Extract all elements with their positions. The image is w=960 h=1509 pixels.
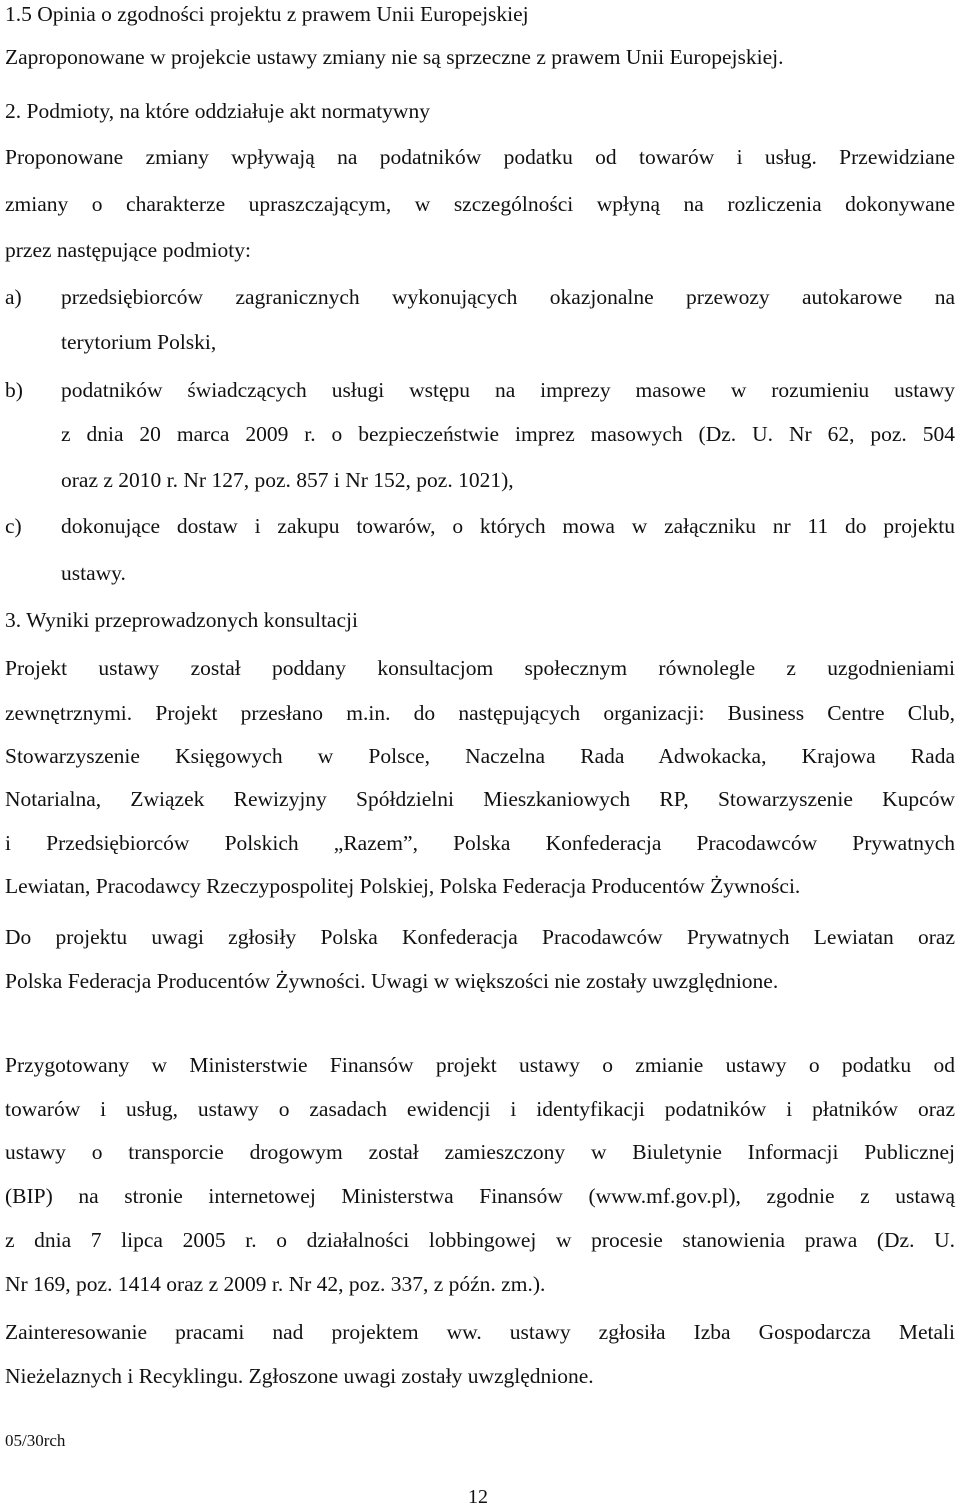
paragraph-line: Do projektu uwagi zgłosiły Polska Konfederacja Pracodawców Prywatnych Lewiatan oraz [5, 925, 955, 949]
paragraph-line: i Przedsiębiorców Polskich „Razem”, Polska Konfederacja Pracodawców Prywatnych [5, 831, 955, 855]
list-item-label: b) [5, 378, 23, 402]
section-1-5-body: Zaproponowane w projekcie ustawy zmiany nie są sprzeczne z prawem Unii Europejskiej. [5, 45, 784, 69]
section-2-paragraph-line: zmiany o charakterze upraszczającym, w szczególności wpłyną na rozliczenia dokonywane [5, 192, 955, 216]
list-item-line: przedsiębiorców zagranicznych wykonujących okazjonalne przewozy autokarowe na [61, 285, 955, 309]
section-2-heading: 2. Podmioty, na które oddziałuje akt normatywny [5, 99, 430, 123]
paragraph-line: Projekt ustawy został poddany konsultacjom społecznym równolegle z uzgodnieniami [5, 656, 955, 680]
paragraph-line: Zainteresowanie pracami nad projektem ww. ustawy zgłosiła Izba Gospodarcza Metali [5, 1320, 955, 1344]
list-item-line: z dnia 20 marca 2009 r. o bezpieczeństwie imprez masowych (Dz. U. Nr 62, poz. 504 [61, 422, 955, 446]
paragraph-line: Notarialna, Związek Rewizyjny Spółdzielni Mieszkaniowych RP, Stowarzyszenie Kupców [5, 787, 955, 811]
paragraph-line: Polska Federacja Producentów Żywności. Uwagi w większości nie zostały uwzględnione. [5, 969, 779, 993]
paragraph-line: zewnętrznymi. Projekt przesłano m.in. do następujących organizacji: Business Centre Club, [5, 701, 955, 725]
paragraph-line: towarów i usług, ustawy o zasadach ewidencji i identyfikacji podatników i płatników oraz [5, 1097, 955, 1121]
section-2-paragraph-line: Proponowane zmiany wpływają na podatników podatku od towarów i usług. Przewidziane [5, 145, 955, 169]
paragraph-line: Stowarzyszenie Księgowych w Polsce, Naczelna Rada Adwokacka, Krajowa Rada [5, 744, 955, 768]
paragraph-line: (BIP) na stronie internetowej Ministerstwa Finansów (www.mf.gov.pl), zgodnie z ustawą [5, 1184, 955, 1208]
paragraph-line: Nieżelaznych i Recyklingu. Zgłoszone uwagi zostały uwzględnione. [5, 1364, 594, 1388]
list-item-line: dokonujące dostaw i zakupu towarów, o których mowa w załączniku nr 11 do projektu [61, 514, 955, 538]
list-item-label: a) [5, 285, 22, 309]
list-item-line: podatników świadczących usługi wstępu na imprezy masowe w rozumieniu ustawy [61, 378, 955, 402]
section-2-paragraph-line: przez następujące podmioty: [5, 238, 251, 262]
list-item-label: c) [5, 514, 22, 538]
paragraph-line: z dnia 7 lipca 2005 r. o działalności lobbingowej w procesie stanowienia prawa (Dz. U. [5, 1228, 955, 1252]
list-item-line: terytorium Polski, [61, 330, 217, 354]
list-item-line: oraz z 2010 r. Nr 127, poz. 857 i Nr 152, poz. 1021), [61, 468, 514, 492]
page-number: 12 [468, 1486, 488, 1508]
paragraph-line: ustawy o transporcie drogowym został zamieszczony w Biuletynie Informacji Publicznej [5, 1140, 955, 1164]
list-item-line: ustawy. [61, 561, 126, 585]
paragraph-line: Lewiatan, Pracodawcy Rzeczypospolitej Polskiej, Polska Federacja Producentów Żywności. [5, 874, 801, 898]
document-code: 05/30rch [5, 1431, 66, 1450]
section-1-5-heading: 1.5 Opinia o zgodności projektu z prawem Unii Europejskiej [5, 2, 529, 26]
section-3-heading: 3. Wyniki przeprowadzonych konsultacji [5, 608, 358, 632]
paragraph-line: Przygotowany w Ministerstwie Finansów projekt ustawy o zmianie ustawy o podatku od [5, 1053, 955, 1077]
paragraph-line: Nr 169, poz. 1414 oraz z 2009 r. Nr 42, poz. 337, z późn. zm.). [5, 1272, 546, 1296]
